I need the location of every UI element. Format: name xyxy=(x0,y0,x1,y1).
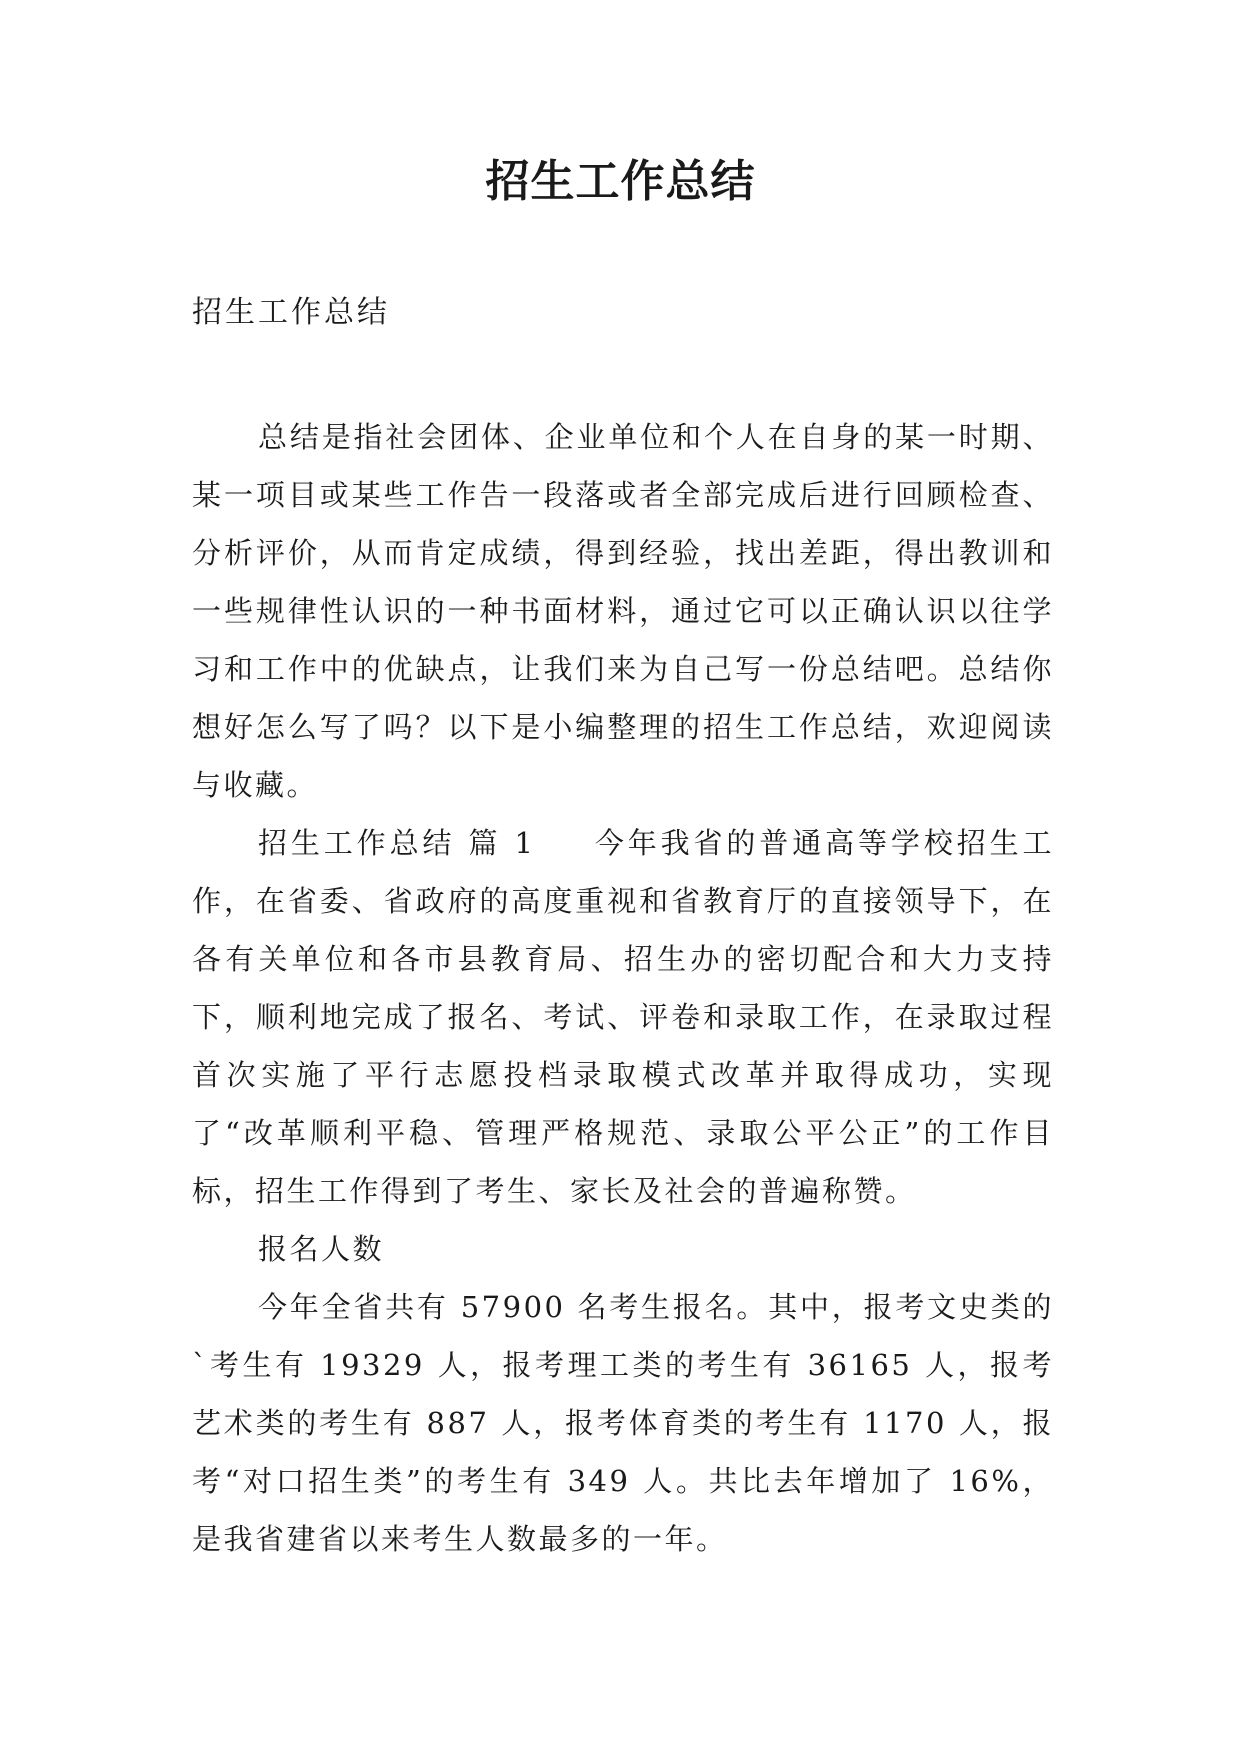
document-subtitle: 招生工作总结 xyxy=(192,295,390,330)
enrollment-subheading: 报名人数 xyxy=(258,1232,385,1266)
section-1-heading: 招生工作总结 篇 1 xyxy=(258,826,536,860)
document-title: 招生工作总结 xyxy=(485,156,756,207)
section-1-paragraph xyxy=(192,814,1054,1220)
section-1-body: 今年我省的普通高等学校招生工作，在省委、省政府的高度重视和省教育厅的直接领导下，在各有关单位和各市县教育局、招生办的密切配合和大力支持下，顺利地完成了报名、考试、评卷和录取工作，在录取过程首次实施了平行志愿投档录取模式改革并取得成功，实现了“改革顺利平稳、管理严格规范、录取公平公正”的工作目标，招生工作得到了考生、家长及社会的普遍称赞。 xyxy=(192,826,1054,1208)
intro-paragraph: 总结是指社会团体、企业单位和个人在自身的某一时期、某一项目或某些工作告一段落或者全部完成后进行回顾检查、分析评价，从而肯定成绩，得到经验，找出差距，得出教训和一些规律性认识的一种书面材料，通过它可以正确认识以往学习和工作中的优缺点，让我们来为自己写一份总结吧。总结你想好怎么写了吗？以下是小编整理的招生工作总结，欢迎阅读与收藏。 xyxy=(192,420,1054,802)
document-body xyxy=(192,408,1054,1568)
enrollment-paragraph: 今年全省共有 57900 名考生报名。其中，报考文史类的`考生有 19329 人，报考理工类的考生有 36165 人，报考艺术类的考生有 887 人，报考体育类的考生有 1170 人，报考“对口招生类”的考生有 349 人。共比去年增加了 16%，是我省建省以来考生人数最多的一年。 xyxy=(192,1290,1054,1556)
